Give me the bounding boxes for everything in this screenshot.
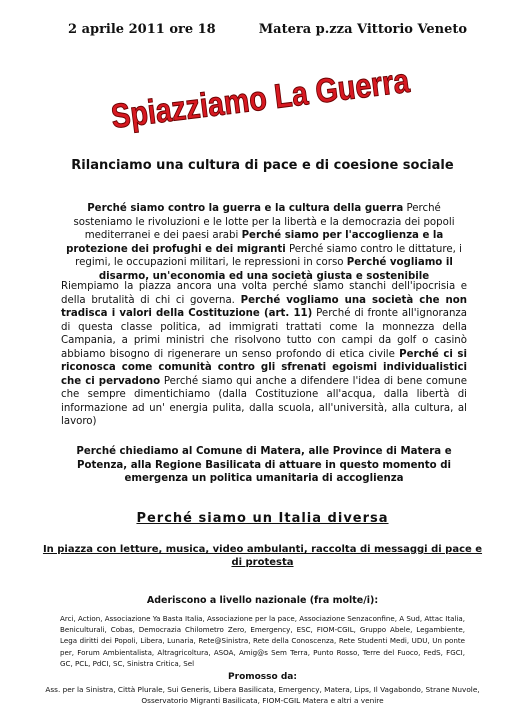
heading-in-piazza: In piazza con letture, musica, video ambulanti, raccolta di messaggi di pace e di protesta — [42, 544, 483, 568]
reason-4: Perché siamo contro le dittature, i regimi, le occupazioni militari, le repressioni in corso — [75, 243, 462, 268]
event-date-time: 2 aprile 2011 ore 18 — [68, 22, 216, 37]
flyer-title — [98, 55, 467, 137]
event-place: Matera p.zza Vittorio Veneto — [258, 22, 468, 37]
promoters-title: Promosso da: — [228, 672, 297, 682]
flyer-title-text: Spiazziamo La Guerra — [109, 55, 467, 137]
event-header — [68, 22, 488, 37]
appeal-3: Perché di fronte all'ignoranza di questa classe politica, ad immigrati trattati come la monnezza della Campania, a primi ministri che risolvono tutto con campi da golf o casinò abbiamo bisogno di rigenerare un senso profondo di etica civile — [61, 308, 468, 360]
subtitle: Rilanciamo una cultura di pace e di coesione sociale — [71, 158, 454, 173]
reason-5: Perché vogliamo il disarmo, un'economia ed una società giusta e sostenibile — [98, 257, 453, 282]
adhesions-title: Aderiscono a livello nazionale (fra molte/i): — [146, 595, 379, 606]
adhesions-list: Arci, Action, Associazione Ya Basta Italia, Associazione per la pace, Associazione Senzaconfine, A Sud, Attac Italia, Beniculturali, Cobas, Democrazia Chilometro Zero, Emergency, ESC, FIOM-CGIL, Gruppo Abele, Legambiente, Lega diritti dei Popoli, Libera, Lunaria, Rete@Sinistra, Rete della Conoscenza, Rete Studenti Medi, UDU, Un ponte per, Forum Ambientalista, Altragricoltura, ASOA, Amig@s Sem Terra, Punto Rosso, Terre del Fuoco, FedS, FGCI, GC, PCL, PdCI, SC, Sinistra Critica, Sel — [60, 614, 465, 668]
appeal-1: Riempiamo la piazza ancora una volta perché siamo stanchi dell'ipocrisia e della brutalità di chi ci governa. — [61, 281, 467, 306]
paragraph-appeal — [61, 280, 467, 429]
promoters-list: Ass. per la Sinistra, Città Plurale, Sui Generis, Libera Basilicata, Emergency, Matera, Lips, Il Vagabondo, Strane Nuvole, Osservatorio Migranti Basilicata, FIOM-CGIL Matera e altri a venire — [45, 685, 480, 705]
appeal-2: Perché vogliamo una società che non tradisca i valori della Costituzione (art. 11) — [61, 294, 467, 319]
paragraph-request: Perché chiediamo al Comune di Matera, alle Province di Matera e Potenza, alla Regione Basilicata di attuare in questo momento di emergenza un politica umanitaria di accoglienza — [76, 446, 452, 484]
reason-1: Perché siamo contro la guerra e la cultura della guerra — [87, 203, 404, 214]
paragraph-reasons — [61, 202, 467, 283]
appeal-4: Perché ci si riconosca come comunità contro gli sfrenati egoismi individualistici che ci pervadono — [61, 348, 467, 387]
reason-2: Perché sosteniamo le rivoluzioni e le lotte per la libertà e la democrazia dei popoli mediterranei e dei paesi arabi — [73, 203, 455, 241]
reason-3: Perché siamo per l'accoglienza e la protezione dei profughi e dei migranti — [66, 230, 444, 255]
appeal-5: Perché siamo qui anche a difendere l'idea di bene comune che sempre dimentichiamo (dalla Costituzione all'acqua, dalla libertà di informazione ad un' energia pulita, dalla scuola, all'università, alla cultura, al lavoro) — [61, 375, 467, 427]
heading-italia-diversa: Perché siamo un Italia diversa — [136, 511, 389, 526]
